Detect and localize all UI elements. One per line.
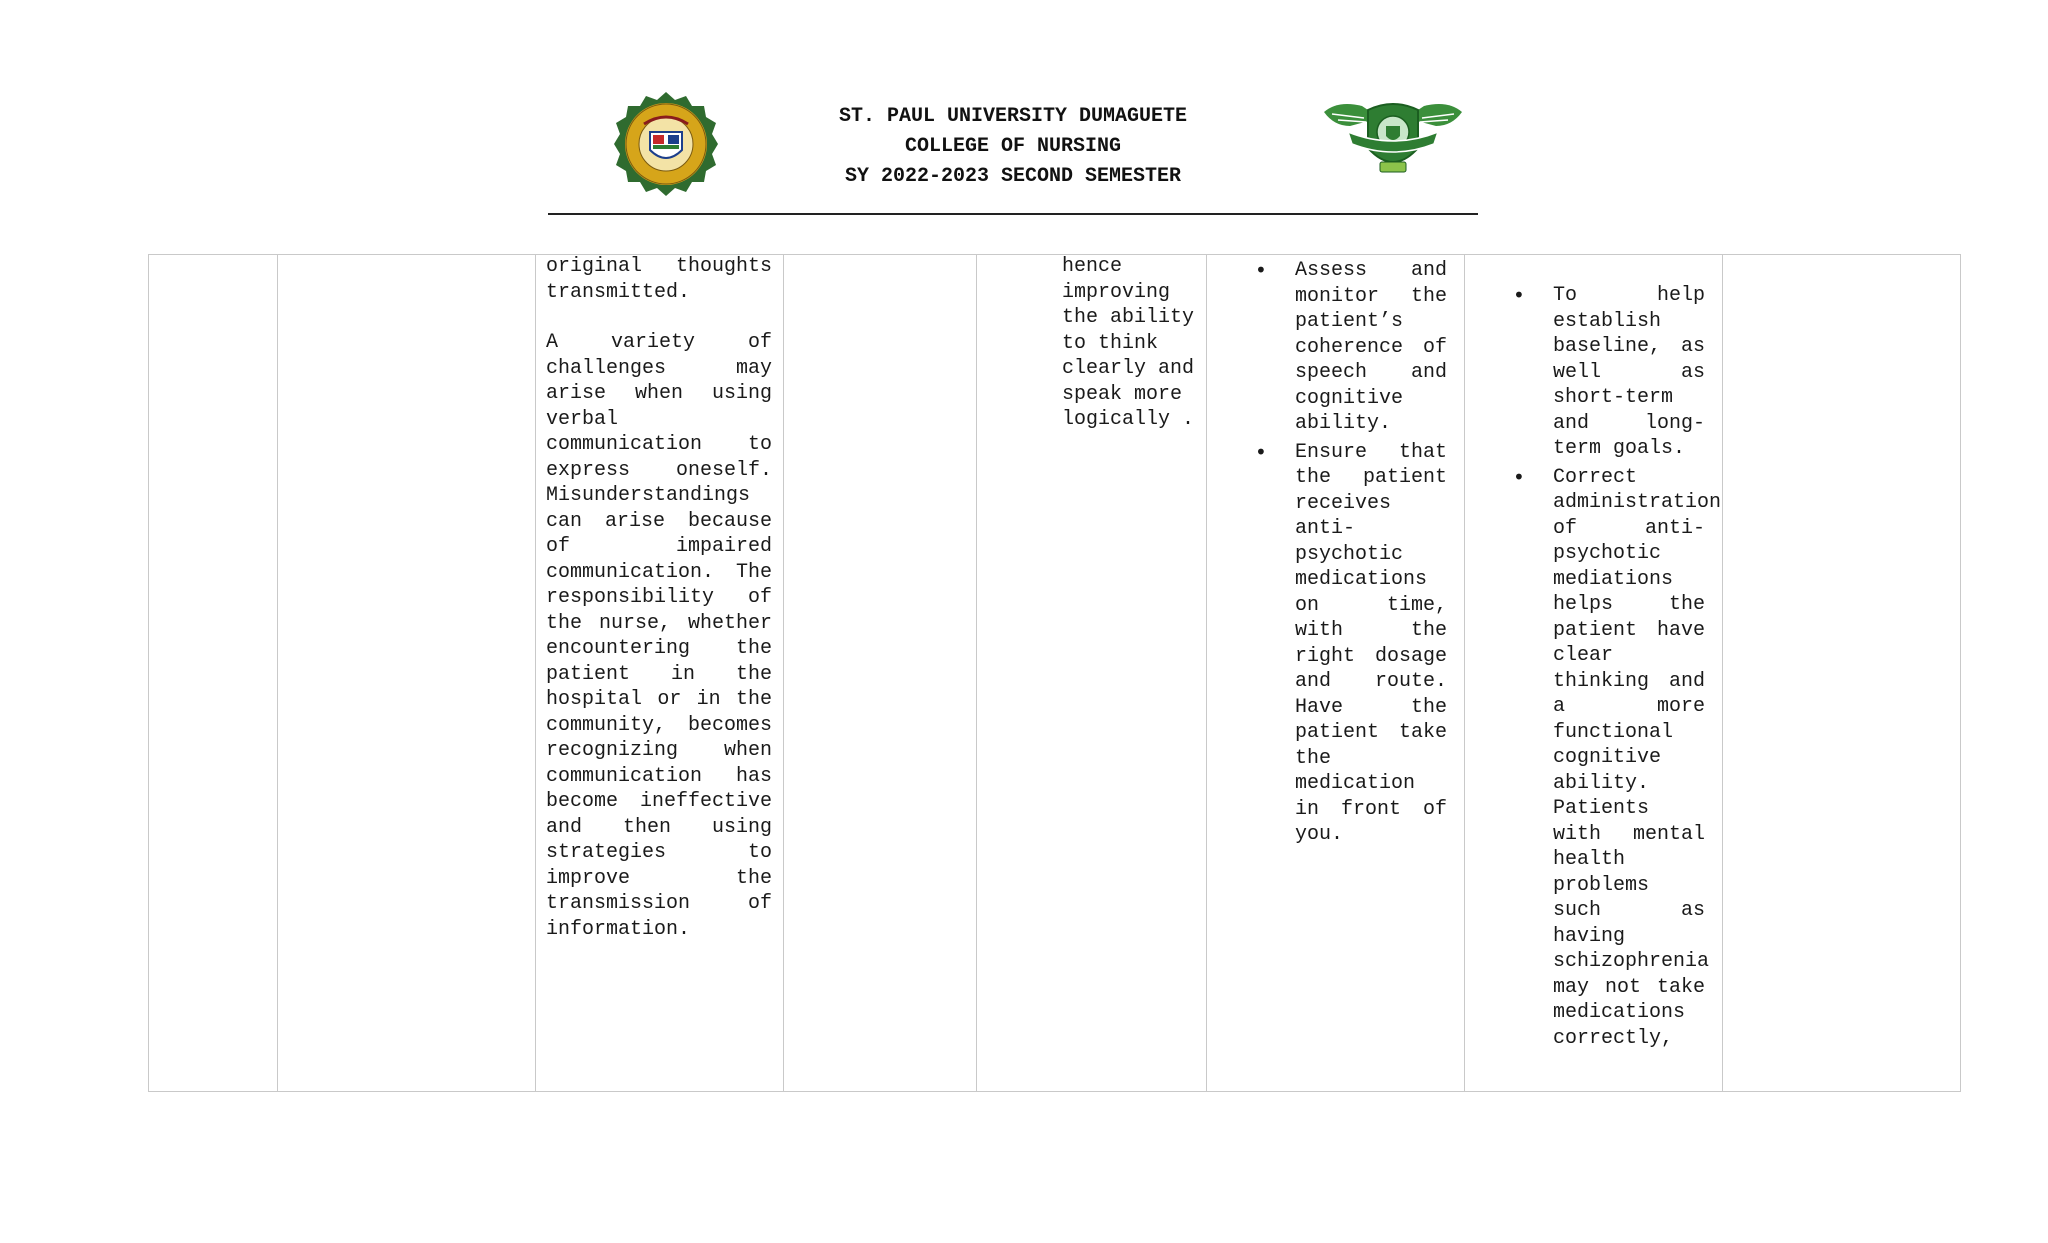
institution-title (748, 102, 1278, 192)
column-6-text (1251, 258, 1447, 851)
paragraph-text: hence improving the ability to think clearly and speak more logically . (1062, 255, 1195, 431)
header-divider (548, 213, 1478, 215)
university-name: ST. PAUL UNIVERSITY DUMAGUETE (838, 105, 1188, 128)
school-year: SY 2022-2023 SECOND SEMESTER (844, 165, 1182, 188)
university-seal-icon (610, 90, 722, 198)
column-5-text (1062, 254, 1198, 433)
nursing-care-plan-table (148, 254, 1961, 1092)
table-column-1 (149, 255, 278, 1091)
list-item: • Ensure that the patient receives anti-psychotic medications on time, with the right dosage and route. Have the patient take the medication in front of you. (1251, 440, 1447, 848)
column-7-text (1509, 283, 1722, 1054)
table-column-8 (1723, 255, 1960, 1091)
intervention-list (1251, 258, 1447, 848)
college-name: COLLEGE OF NURSING (904, 135, 1122, 158)
document-header (548, 82, 1478, 214)
table-column-5 (977, 255, 1207, 1091)
paragraph-text: original thoughts transmitted. (546, 255, 772, 304)
table-column-2 (278, 255, 536, 1091)
paragraph-text: A variety of challenges may arise when using verbal communication to express oneself. Misunderstandings can arise because of impaired communication. The responsibility of the nurse, whether encountering the patient in the hospital or in the community, becomes recognizing when communication has become ineffective and then using strategies to improve the transmission of information. (546, 331, 772, 941)
nursing-college-seal-icon (1320, 96, 1466, 188)
rationale-list (1509, 283, 1722, 1051)
table-column-7 (1465, 255, 1723, 1091)
list-item: • Correct administration of anti-psychotic mediations helps the patient have clear thinking and a more functional cognitive ability. Patients with mental health problems such as having schizophrenia may not take medications correctly, (1509, 465, 1705, 1052)
table-column-6 (1207, 255, 1465, 1091)
column-3-text (546, 254, 772, 942)
table-column-3 (536, 255, 784, 1091)
list-item: • To help establish baseline, as well as short-term and long-term goals. (1509, 283, 1705, 462)
list-item: • Assess and monitor the patient’s coherence of speech and cognitive ability. (1251, 258, 1447, 437)
table-column-4 (784, 255, 977, 1091)
